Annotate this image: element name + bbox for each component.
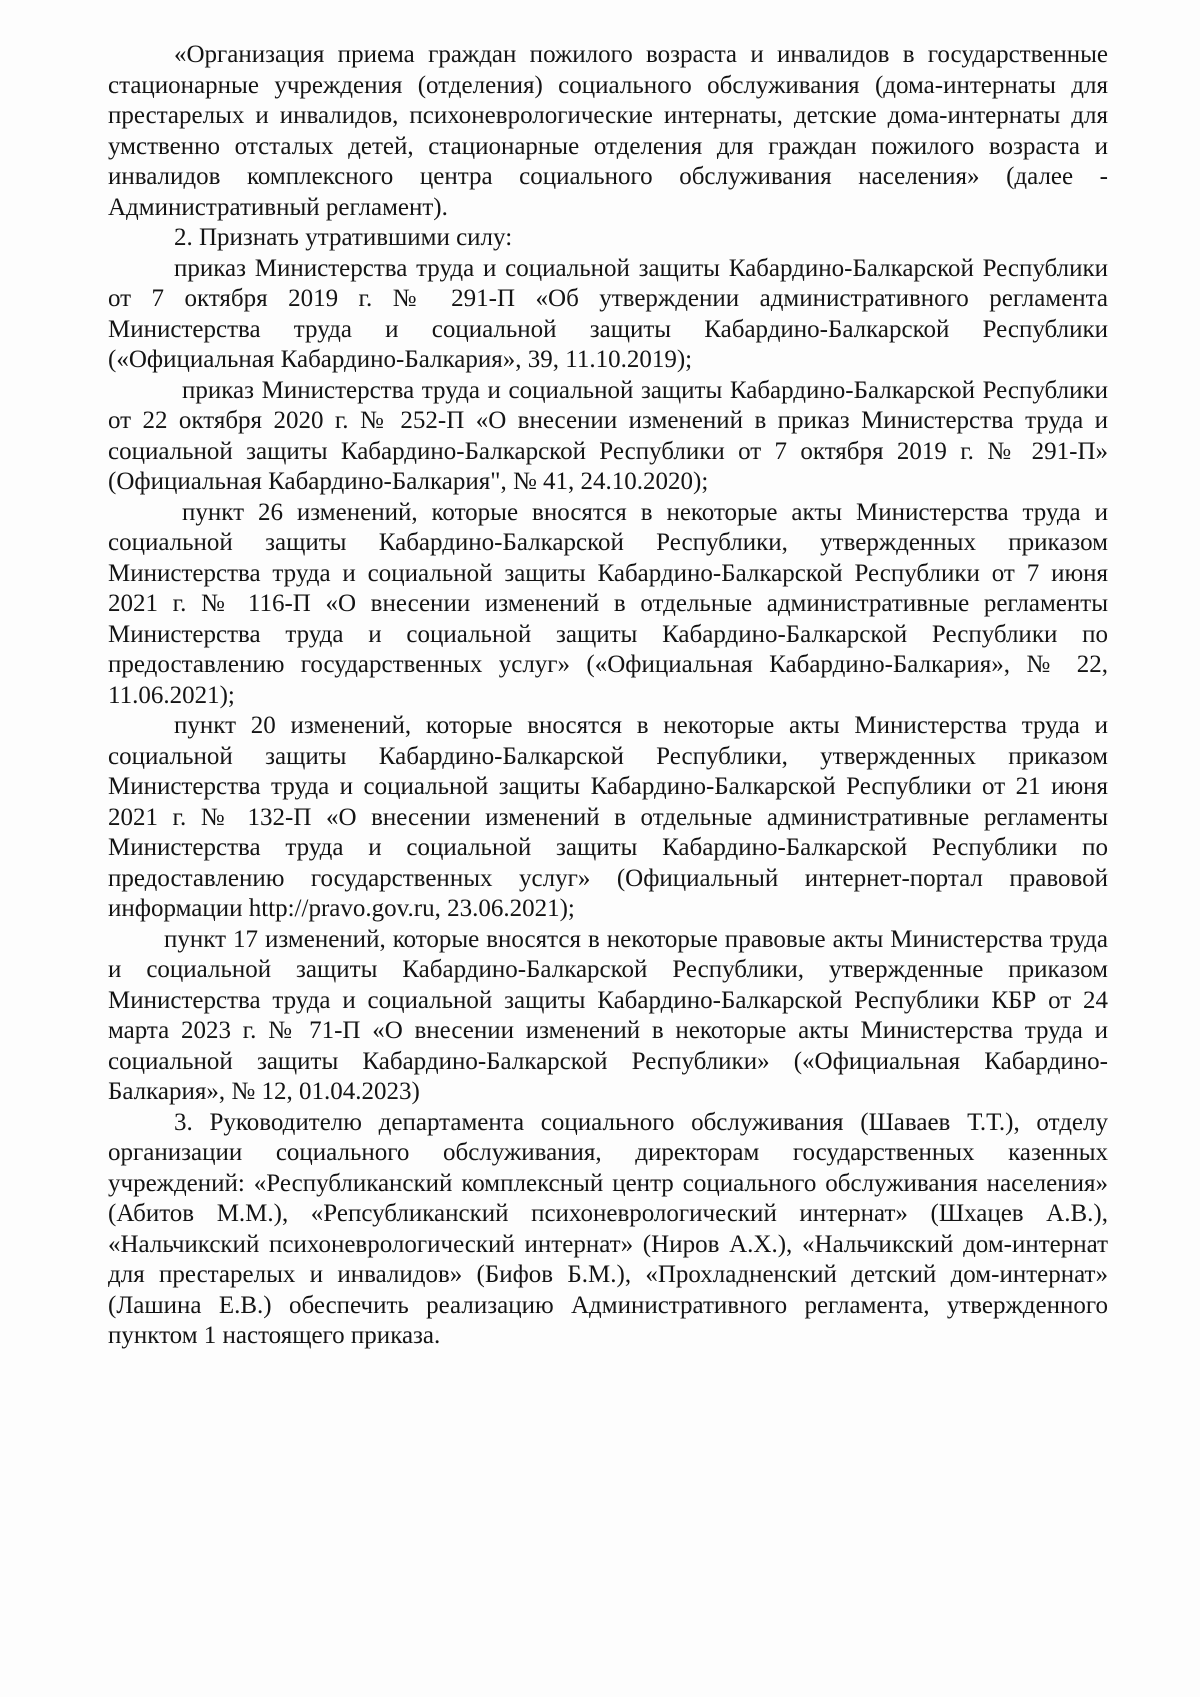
document-body <box>108 40 1108 1352</box>
paragraph-regulation-title: «Организация приема граждан пожилого возраста и инвалидов в государственные стационарные учреждения (отделения) социального обслуживания (дома-интернаты для престарелых и инвалидов, психоневрологические интернаты, детские дома-интернаты для умственно отсталых детей, стационарные отделения для граждан пожилого возраста и инвалидов комплексного центра социального обслуживания населения» (далее - Административный регламент). <box>108 41 1108 221</box>
paragraph-point-20: пункт 20 изменений, которые вносятся в некоторые акты Министерства труда и социальной защиты Кабардино-Балкарской Республики, утвержденных приказом Министерства труда и социальной защиты Кабардино-Балкарской Республики от 21 июня 2021 г. № 132-П «О внесении изменений в отдельные административные регламенты Министерства труда и социальной защиты Кабардино-Балкарской Республики по предоставлению государственных услуг» (Официальный интернет-портал правовой информации http://pravo.gov.ru, 23.06.2021); <box>108 712 1108 922</box>
paragraph-point-17: пункт 17 изменений, которые вносятся в некоторые правовые акты Министерства труда и социальной защиты Кабардино-Балкарской Республики, утвержденные приказом Министерства труда и социальной защиты Кабардино-Балкарской Республики КБР от 24 марта 2023 г. № 71-П «О внесении изменений в некоторые акты Министерства труда и социальной защиты Кабардино-Балкарской Республики» («Официальная Кабардино-Балкария», № 12, 01.04.2023) <box>108 925 1108 1105</box>
paragraph-order-2020: приказ Министерства труда и социальной защиты Кабардино-Балкарской Республики от 22 октября 2020 г. № 252-П «О внесении изменений в приказ Министерства труда и социальной защиты Кабардино-Балкарской Республики от 7 октября 2019 г. № 291-П» (Официальная Кабардино-Балкария", № 41, 24.10.2020); <box>108 376 1108 495</box>
paragraph-item-3: 3. Руководителю департамента социального обслуживания (Шаваев Т.Т.), отделу организации социального обслуживания, директорам государственных казенных учреждений: «Республиканский комплексный центр социального обслуживания населения» (Абитов М.М.), «Репсубликанский психоневрологический интернат» (Шхацев А.В.), «Нальчикский психоневрологический интернат» (Ниров А.Х.), «Нальчикский дом-интернат для престарелых и инвалидов» (Бифов Б.М.), «Прохладненский детский дом-интернат» (Лашина Е.В.) обеспечить реализацию Административного регламента, утвержденного пунктом 1 настоящего приказа. <box>108 1108 1108 1349</box>
paragraph-order-2019: приказ Министерства труда и социальной защиты Кабардино-Балкарской Республики от 7 октября 2019 г. № 291-П «Об утверждении административного регламента Министерства труда и социальной защиты Кабардино-Балкарской Республики («Официальная Кабардино-Балкария», 39, 11.10.2019); <box>108 254 1108 373</box>
paragraph-item-2: 2. Признать утратившими силу: <box>174 224 513 251</box>
paragraph-point-26: пункт 26 изменений, которые вносятся в некоторые акты Министерства труда и социальной защиты Кабардино-Балкарской Республики, утвержденных приказом Министерства труда и социальной защиты Кабардино-Балкарской Республики от 7 июня 2021 г. № 116-П «О внесении изменений в отдельные административные регламенты Министерства труда и социальной защиты Кабардино-Балкарской Республики по предоставлению государственных услуг» («Официальная Кабардино-Балкария», № 22, 11.06.2021); <box>108 498 1108 709</box>
